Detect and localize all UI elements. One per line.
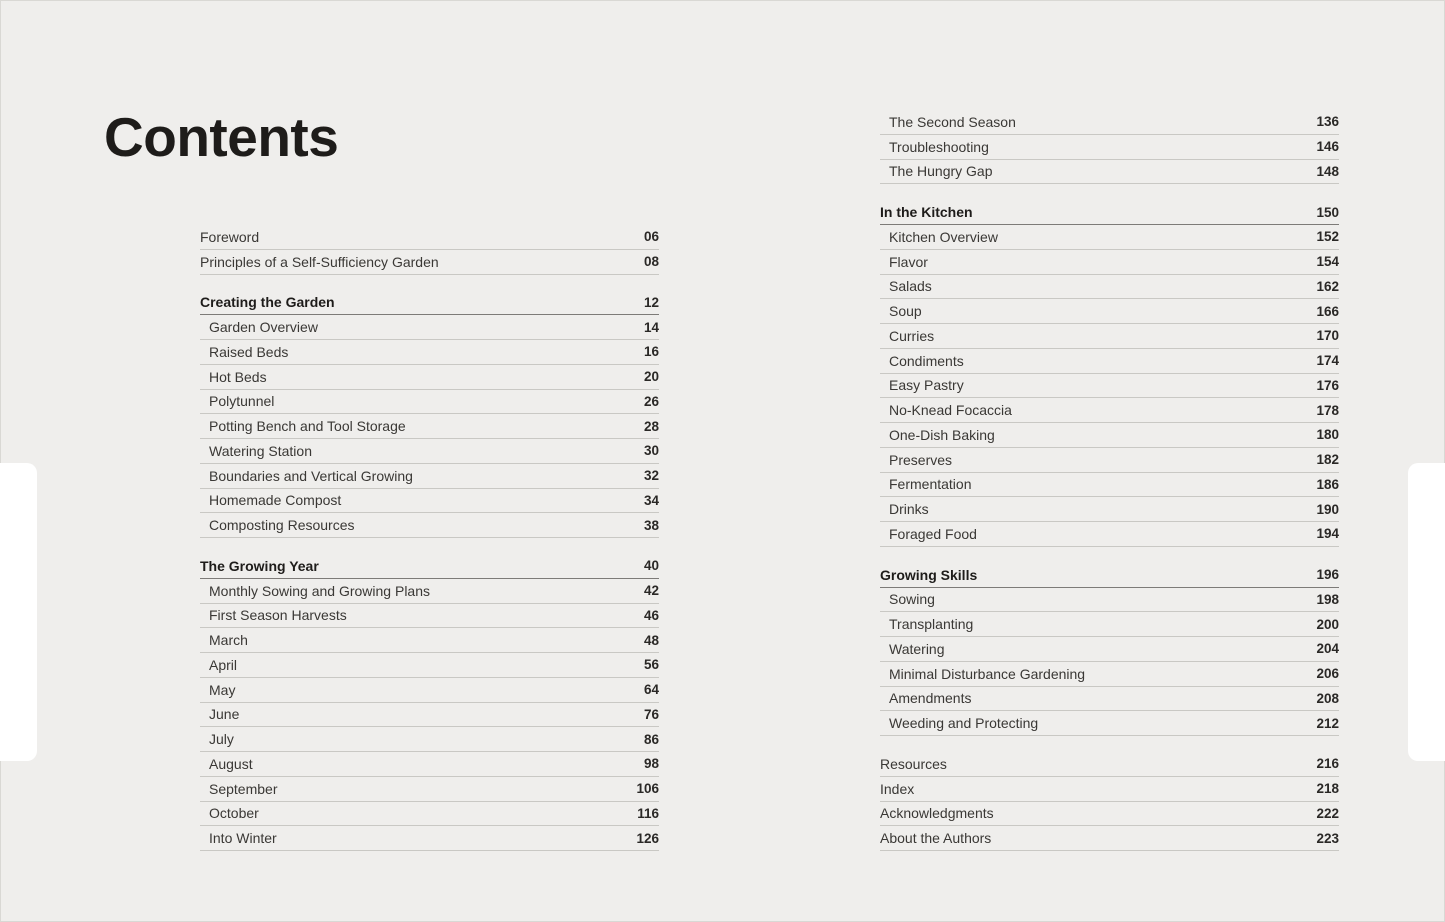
toc-entry-title: Weeding and Protecting (889, 715, 1039, 732)
toc-entry-title: Index (880, 780, 915, 797)
toc-entry[interactable] (200, 464, 659, 489)
toc-entry-title: Preserves (889, 451, 953, 468)
toc-entry[interactable] (880, 110, 1339, 135)
toc-entry-title: Raised Beds (209, 343, 289, 360)
toc-page-number: 28 (643, 418, 659, 434)
toc-page-number: 32 (643, 468, 659, 484)
toc-entry[interactable] (880, 160, 1339, 185)
toc-entry-title: Growing Skills (880, 566, 978, 583)
toc-section (880, 110, 1339, 184)
toc-entry[interactable] (880, 612, 1339, 637)
toc-entry-title: August (209, 755, 253, 772)
toc-entry[interactable] (880, 687, 1339, 712)
toc-entry[interactable] (200, 604, 659, 629)
toc-page-number: 06 (643, 229, 659, 245)
toc-entry-title: Amendments (889, 690, 972, 707)
toc-page-number: 40 (643, 558, 659, 574)
toc-entry[interactable] (880, 448, 1339, 473)
toc-page-number: 46 (643, 607, 659, 623)
toc-page-number: 206 (1316, 666, 1339, 682)
toc-entry-title: Boundaries and Vertical Growing (209, 467, 413, 484)
toc-entry-title: Sowing (889, 591, 935, 608)
toc-entry[interactable] (880, 299, 1339, 324)
toc-entry[interactable] (200, 802, 659, 827)
toc-entry[interactable] (200, 315, 659, 340)
toc-entry[interactable] (880, 374, 1339, 399)
toc-entry-title: Minimal Disturbance Gardening (889, 665, 1086, 682)
toc-entry[interactable] (200, 628, 659, 653)
toc-entry[interactable] (880, 225, 1339, 250)
toc-page-number: 216 (1316, 756, 1339, 772)
toc-entry-title: Foraged Food (889, 525, 977, 542)
toc-entry-title: Resources (880, 755, 947, 772)
toc-entry-title: Drinks (889, 501, 929, 518)
toc-section-heading[interactable] (880, 200, 1339, 225)
toc-page-number: 162 (1316, 278, 1339, 294)
toc-entry[interactable] (200, 752, 659, 777)
toc-entry[interactable] (880, 522, 1339, 547)
toc-entry-title: April (209, 656, 238, 673)
toc-entry[interactable] (880, 802, 1339, 827)
toc-page-number: 222 (1316, 805, 1339, 821)
toc-entry[interactable] (880, 275, 1339, 300)
toc-entry[interactable] (880, 324, 1339, 349)
toc-entry[interactable] (880, 777, 1339, 802)
toc-entry-title: Principles of a Self-Sufficiency Garden (200, 253, 439, 270)
toc-entry-title: October (209, 805, 259, 822)
toc-page-number: 64 (643, 682, 659, 698)
toc-entry-title: In the Kitchen (880, 204, 973, 221)
toc-page-number: 223 (1316, 830, 1339, 846)
toc-left-column (200, 225, 659, 851)
toc-entry[interactable] (200, 390, 659, 415)
toc-page-number: 196 (1316, 567, 1339, 583)
toc-page-number: 30 (643, 443, 659, 459)
toc-entry-title: Condiments (889, 352, 964, 369)
toc-entry-title: Creating the Garden (200, 294, 335, 311)
toc-page-number: 146 (1316, 139, 1339, 155)
toc-section (880, 563, 1339, 736)
toc-entry-title: Potting Bench and Tool Storage (209, 418, 406, 435)
toc-section-heading[interactable] (880, 563, 1339, 588)
toc-entry-title: Salads (889, 278, 932, 295)
toc-page-number: 174 (1316, 353, 1339, 369)
toc-page-number: 20 (643, 369, 659, 385)
toc-right-column (880, 110, 1339, 851)
toc-entry-title: Easy Pastry (889, 377, 964, 394)
toc-page-number: 150 (1316, 204, 1339, 220)
toc-entry[interactable] (200, 703, 659, 728)
toc-entry-title: Transplanting (889, 616, 974, 633)
toc-page-number: 136 (1316, 114, 1339, 130)
toc-entry-title: Troubleshooting (889, 138, 989, 155)
toc-entry[interactable] (880, 250, 1339, 275)
toc-entry[interactable] (200, 489, 659, 514)
toc-section (880, 200, 1339, 547)
toc-section (880, 752, 1339, 851)
toc-entry[interactable] (200, 414, 659, 439)
toc-section (200, 554, 659, 851)
toc-page-number: 182 (1316, 452, 1339, 468)
toc-page-number: 190 (1316, 501, 1339, 517)
toc-page-number: 218 (1316, 781, 1339, 797)
toc-entry-title: July (209, 731, 234, 748)
toc-page-number: 170 (1316, 328, 1339, 344)
toc-entry[interactable] (200, 365, 659, 390)
toc-entry[interactable] (880, 497, 1339, 522)
toc-entry[interactable] (880, 398, 1339, 423)
toc-page-number: 86 (643, 731, 659, 747)
toc-page-number: 08 (643, 254, 659, 270)
toc-entry[interactable] (200, 826, 659, 851)
toc-page-number: 76 (643, 706, 659, 722)
toc-page-number: 14 (643, 319, 659, 335)
toc-entry[interactable] (880, 662, 1339, 687)
toc-entry-title: The Hungry Gap (889, 163, 993, 180)
toc-entry[interactable] (880, 135, 1339, 160)
toc-page-number: 48 (643, 632, 659, 648)
toc-entry[interactable] (880, 637, 1339, 662)
toc-entry-title: September (209, 780, 278, 797)
toc-page-number: 166 (1316, 303, 1339, 319)
toc-entry-title: Fermentation (889, 476, 972, 493)
toc-page-number: 176 (1316, 377, 1339, 393)
toc-page-number: 180 (1316, 427, 1339, 443)
toc-page-number: 200 (1316, 616, 1339, 632)
right-page-tab (1408, 463, 1445, 761)
toc-entry-title: Composting Resources (209, 517, 355, 534)
toc-entry[interactable] (200, 225, 659, 250)
toc-section (200, 291, 659, 539)
toc-entry-title: About the Authors (880, 830, 992, 847)
toc-entry-title: May (209, 681, 236, 698)
toc-entry-title: Kitchen Overview (889, 228, 998, 245)
toc-entry-title: Foreword (200, 228, 260, 245)
toc-entry[interactable] (880, 349, 1339, 374)
toc-entry-title: Soup (889, 303, 922, 320)
toc-page-number: 204 (1316, 641, 1339, 657)
toc-entry[interactable] (200, 513, 659, 538)
toc-entry[interactable] (880, 752, 1339, 777)
toc-page-number: 198 (1316, 591, 1339, 607)
toc-page-number: 116 (637, 805, 659, 821)
toc-entry-title: The Growing Year (200, 557, 319, 574)
toc-entry-title: June (209, 706, 240, 723)
toc-page-number: 154 (1316, 254, 1339, 270)
toc-entry[interactable] (200, 250, 659, 275)
toc-page-number: 16 (643, 344, 659, 360)
toc-entry-title: Flavor (889, 253, 928, 270)
toc-entry-title: Watering (889, 640, 945, 657)
toc-entry-title: One-Dish Baking (889, 426, 995, 443)
toc-page-number: 34 (643, 492, 659, 508)
toc-page-number: 126 (636, 830, 659, 846)
toc-page-number: 12 (643, 294, 659, 310)
toc-entry[interactable] (880, 826, 1339, 851)
toc-entry-title: Acknowledgments (880, 805, 994, 822)
toc-entry[interactable] (200, 439, 659, 464)
toc-entry[interactable] (200, 579, 659, 604)
toc-entry[interactable] (200, 678, 659, 703)
toc-page-number: 42 (643, 583, 659, 599)
toc-page-number: 194 (1316, 526, 1339, 542)
toc-section-heading[interactable] (200, 554, 659, 579)
toc-entry-title: Watering Station (209, 442, 312, 459)
toc-entry[interactable] (880, 473, 1339, 498)
toc-entry-title: The Second Season (889, 113, 1016, 130)
toc-entry[interactable] (200, 777, 659, 802)
toc-entry[interactable] (880, 588, 1339, 613)
toc-entry-title: Curries (889, 327, 935, 344)
toc-entry[interactable] (200, 727, 659, 752)
toc-entry-title: Garden Overview (209, 319, 318, 336)
toc-entry-title: Monthly Sowing and Growing Plans (209, 582, 431, 599)
toc-page-number: 208 (1316, 690, 1339, 706)
toc-entry-title: First Season Harvests (209, 607, 347, 624)
toc-page-number: 38 (643, 517, 659, 533)
page-title: Contents (104, 106, 339, 168)
toc-page-number: 212 (1316, 715, 1339, 731)
toc-entry-title: March (209, 632, 248, 649)
toc-page-number: 26 (643, 393, 659, 409)
toc-page-number: 148 (1316, 163, 1339, 179)
toc-page-number: 186 (1316, 476, 1339, 492)
toc-entry[interactable] (880, 423, 1339, 448)
toc-page-number: 152 (1316, 229, 1339, 245)
toc-page-number: 56 (643, 657, 659, 673)
toc-entry[interactable] (880, 711, 1339, 736)
toc-section (200, 225, 659, 275)
toc-entry-title: Homemade Compost (209, 492, 342, 509)
toc-entry-title: No-Knead Focaccia (889, 402, 1012, 419)
toc-entry-title: Polytunnel (209, 393, 275, 410)
toc-page-number: 178 (1316, 402, 1339, 418)
toc-section-heading[interactable] (200, 291, 659, 316)
toc-page-number: 106 (636, 781, 659, 797)
toc-entry[interactable] (200, 653, 659, 678)
toc-entry-title: Into Winter (209, 830, 277, 847)
toc-page-number: 98 (643, 756, 659, 772)
left-page-tab (0, 463, 37, 761)
toc-entry[interactable] (200, 340, 659, 365)
toc-entry-title: Hot Beds (209, 368, 267, 385)
